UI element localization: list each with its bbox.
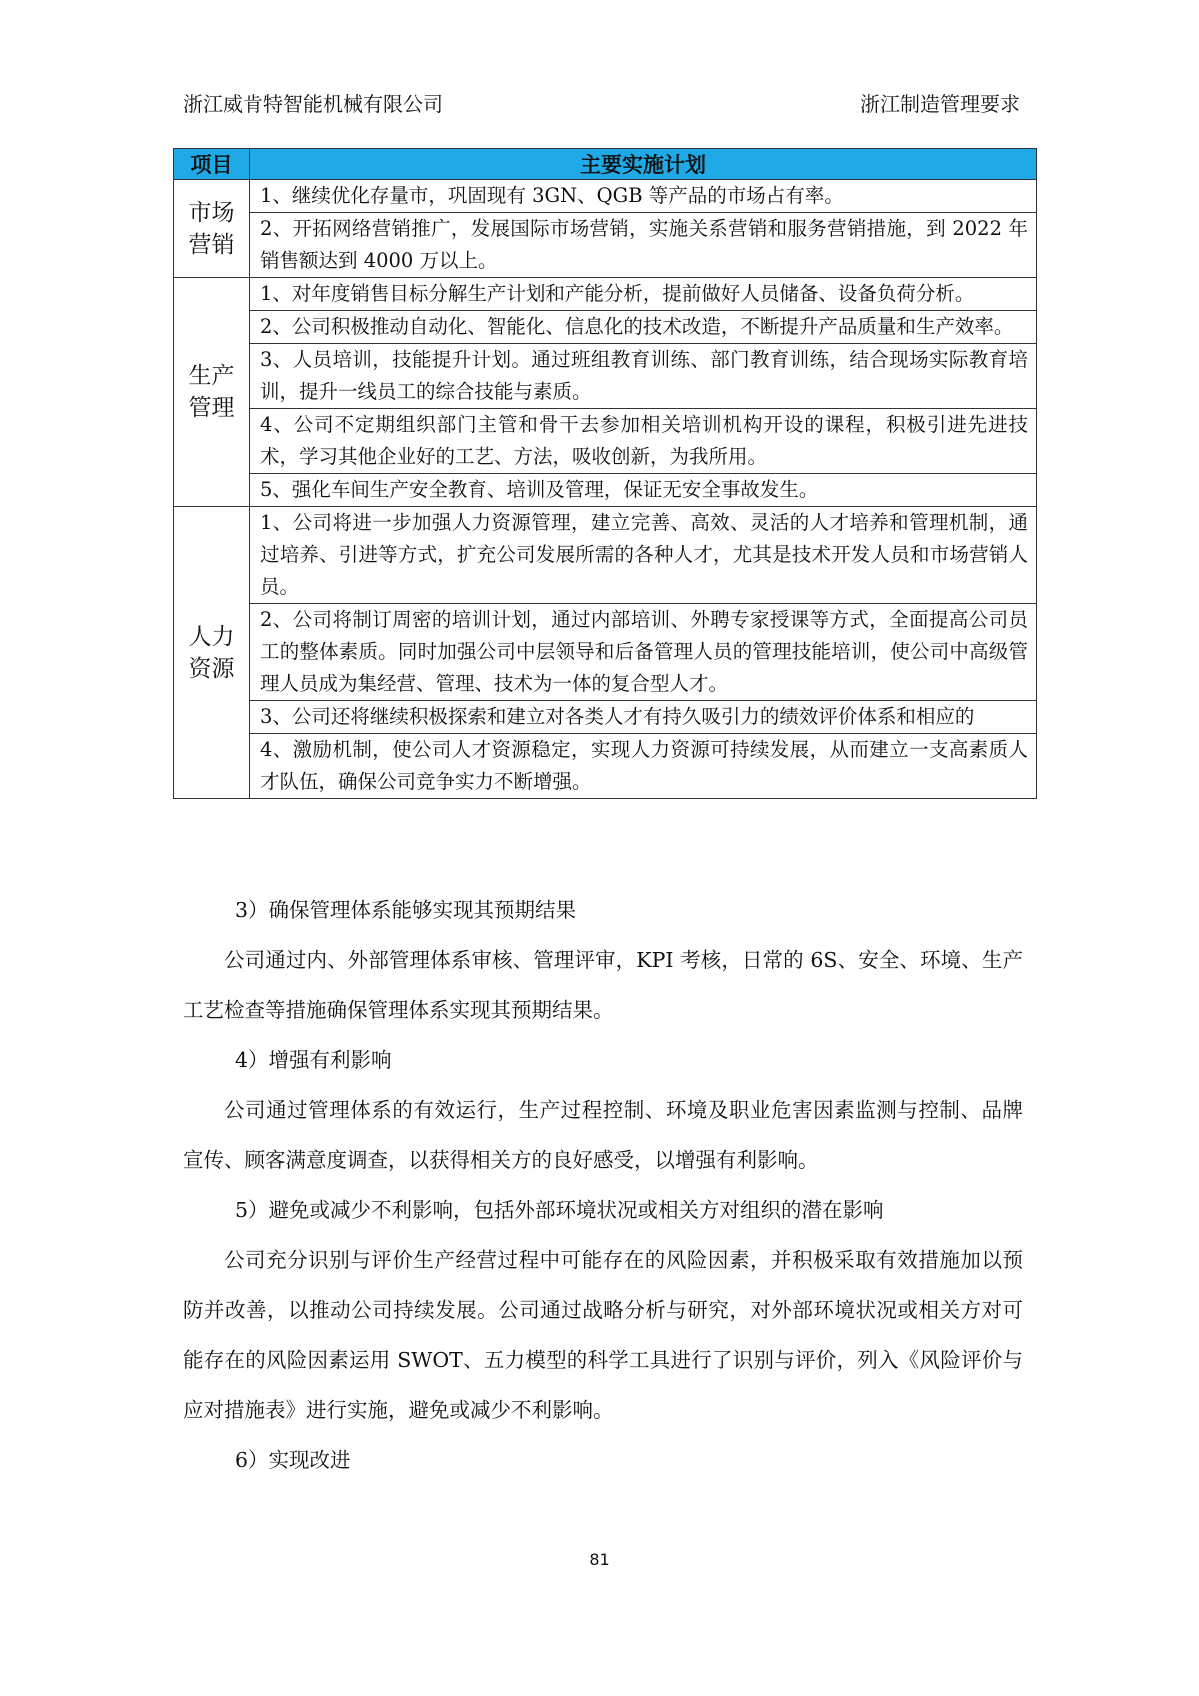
section-heading-4: 4）增强有利影响: [235, 1048, 392, 1072]
section-paragraph-3: 公司通过内、外部管理体系审核、管理评审，KPI 考核，日常的 6S、安全、环境、生产工艺检查等措施确保管理体系实现其预期结果。: [183, 948, 1023, 1022]
section-heading-5: 5）避免或减少不利影响，包括外部环境状况或相关方对组织的潜在影响: [235, 1198, 884, 1222]
plan-cell: 3、人员培训，技能提升计划。通过班组教育训练、部门教育训练，结合现场实际教育培训，提升一线员工的综合技能与素质。: [250, 344, 1037, 409]
table-row: [174, 278, 1037, 311]
body-text: [183, 885, 1023, 1485]
category-label: 资源: [188, 655, 235, 682]
table-row: [174, 344, 1037, 409]
plan-cell: 1、公司将进一步加强人力资源管理，建立完善、高效、灵活的人才培养和管理机制，通过培养、引进等方式，扩充公司发展所需的各种人才，尤其是技术开发人员和市场营销人员。: [250, 507, 1037, 604]
category-cell-production: [174, 278, 250, 507]
plan-cell: 4、公司不定期组织部门主管和骨干去参加相关培训机构开设的课程，积极引进先进技术，学习其他企业好的工艺、方法，吸收创新，为我所用。: [250, 409, 1037, 474]
plan-cell: 5、强化车间生产安全教育、培训及管理，保证无安全事故发生。: [250, 474, 1037, 507]
document-title: 浙江制造管理要求: [860, 92, 1020, 116]
plan-cell: 3、公司还将继续积极探索和建立对各类人才有持久吸引力的绩效评价体系和相应的: [250, 701, 1037, 734]
category-label: 市场: [188, 199, 235, 226]
plan-cell: 4、激励机制，使公司人才资源稳定，实现人力资源可持续发展，从而建立一支高素质人才队伍，确保公司竞争实力不断增强。: [250, 734, 1037, 799]
table-header-row: [174, 149, 1037, 180]
category-label: 营销: [188, 231, 235, 258]
table-row: [174, 213, 1037, 278]
section-paragraph-5: 公司充分识别与评价生产经营过程中可能存在的风险因素，并积极采取有效措施加以预防并改善，以推动公司持续发展。公司通过战略分析与研究，对外部环境状况或相关方对可能存在的风险因素运用 SWOT、五力模型的科学工具进行了识别与评价，列入《风险评价与应对措施表》进行实施，避免或减少不利影响。: [183, 1248, 1023, 1422]
page-number: 81: [589, 1550, 610, 1569]
column-header-item: 项目: [174, 149, 250, 180]
table-row: [174, 474, 1037, 507]
category-label: 人力: [188, 623, 235, 650]
table-row: [174, 409, 1037, 474]
category-cell-hr: [174, 507, 250, 799]
plan-cell: 2、公司积极推动自动化、智能化、信息化的技术改造，不断提升产品质量和生产效率。: [250, 311, 1037, 344]
section-paragraph-4: 公司通过管理体系的有效运行，生产过程控制、环境及职业危害因素监测与控制、品牌宣传、顾客满意度调查，以获得相关方的良好感受，以增强有利影响。: [183, 1098, 1023, 1172]
table-row: [174, 507, 1037, 604]
plan-cell: 1、继续优化存量市，巩固现有 3GN、QGB 等产品的市场占有率。: [250, 180, 1037, 213]
plan-cell: 1、对年度销售目标分解生产计划和产能分析，提前做好人员储备、设备负荷分析。: [250, 278, 1037, 311]
table-row: [174, 604, 1037, 701]
category-label: 生产: [188, 363, 235, 389]
category-cell-marketing: [174, 180, 250, 278]
implementation-plan-table: [173, 148, 1037, 799]
page-header: [183, 88, 1020, 128]
table-row: [174, 734, 1037, 799]
section-heading-6: 6）实现改进: [235, 1448, 351, 1472]
section-heading-3: 3）确保管理体系能够实现其预期结果: [235, 898, 577, 922]
category-label: 管理: [188, 395, 235, 421]
table-row: [174, 701, 1037, 734]
table-row: [174, 311, 1037, 344]
column-header-plan: 主要实施计划: [250, 149, 1037, 180]
plan-cell: 2、开拓网络营销推广，发展国际市场营销，实施关系营销和服务营销措施，到 2022 年销售额达到 4000 万以上。: [250, 213, 1037, 278]
table-row: [174, 180, 1037, 213]
plan-cell: 2、公司将制订周密的培训计划，通过内部培训、外聘专家授课等方式，全面提高公司员工的整体素质。同时加强公司中层领导和后备管理人员的管理技能培训，使公司中高级管理人员成为集经营、管理、技术为一体的复合型人才。: [250, 604, 1037, 701]
company-name: 浙江威肯特智能机械有限公司: [183, 92, 443, 116]
